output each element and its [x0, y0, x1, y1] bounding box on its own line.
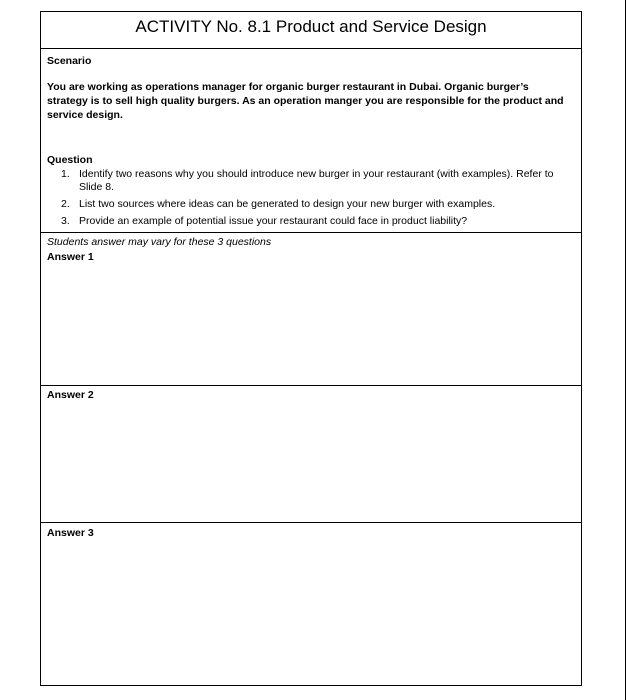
scenario-section [41, 49, 581, 233]
answer-3-label: Answer 3 [47, 527, 94, 539]
answer-3-section[interactable] [41, 523, 581, 685]
question-text: List two sources where ideas can be generated to design your new burger with examples. [79, 198, 496, 210]
question-heading: Question [47, 154, 93, 166]
page-edge-line [625, 0, 626, 700]
question-text: Identify two reasons why you should introduce new burger in your restaurant (with examples). Refer to Slide 8. [79, 168, 554, 193]
answer-1-label: Answer 1 [47, 251, 94, 263]
page-title: ACTIVITY No. 8.1 Product and Service Design [135, 17, 487, 36]
question-list [47, 168, 575, 232]
scenario-text: You are working as operations manager for organic burger restaurant in Dubai. Organic burger’s strategy is to sell high quality burgers. As an operation manger you are responsible for the product and service design. [47, 81, 564, 121]
activity-sheet [40, 11, 582, 686]
answer-2-label: Answer 2 [47, 389, 94, 401]
scenario-heading: Scenario [47, 55, 92, 67]
question-number: 1. [61, 168, 70, 180]
answers-note: Students answer may vary for these 3 questions [47, 236, 272, 248]
question-number: 3. [61, 215, 70, 227]
question-number: 2. [61, 198, 70, 210]
answer-2-section[interactable] [41, 386, 581, 523]
title-row [41, 12, 581, 49]
answer-1-section[interactable] [41, 233, 581, 386]
question-item [47, 198, 575, 211]
question-item [47, 168, 575, 194]
question-item [47, 215, 575, 228]
question-text: Provide an example of potential issue your restaurant could face in product liability? [79, 215, 468, 227]
